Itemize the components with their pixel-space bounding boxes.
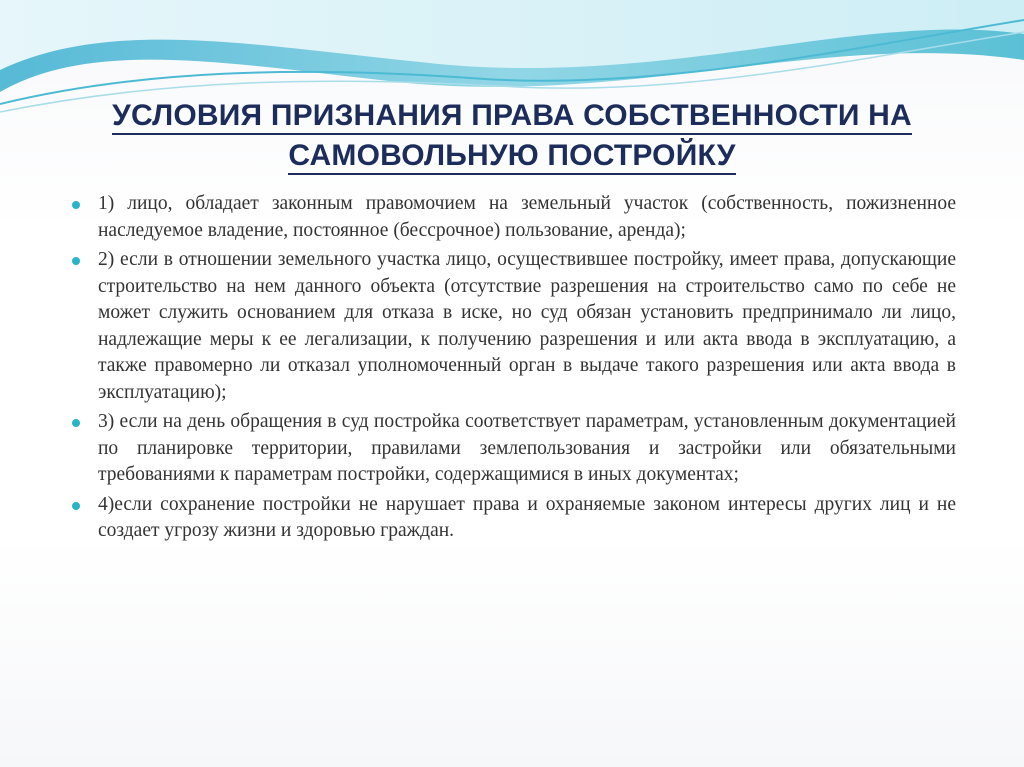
conditions-list [72,191,956,548]
slide-title-line-2: САМОВОЛЬНУЮ ПОСТРОЙКУ [288,139,735,175]
list-item-text: 3) если на день обращения в суд постройка соответствует параметрам, установленным документацией по планировке территории, правилами землепользования и застройки или обязательными требованиями к параметрам постройки, содержащимися в иных документах; [98,411,956,485]
bullet-icon [72,502,80,510]
list-item [72,247,956,406]
bullet-icon [72,257,80,265]
slide-title-line-1: УСЛОВИЯ ПРИЗНАНИЯ ПРАВА СОБСТВЕННОСТИ НА [112,99,912,135]
bullet-icon [72,419,80,427]
list-item-text: 1) лицо, обладает законным правомочием на земельный участок (собственность, пожизненное наследуемое владение, постоянное (бессрочное) пользование, аренда); [98,193,956,241]
list-item [72,409,956,489]
list-item-text: 2) если в отношении земельного участка лицо, осуществившее постройку, имеет права, допускающие строительство на нем данного объекта (отсутствие разрешения на строительство само по себе не может служить основанием для отказа в иске, но суд обязан установить предпринимало ли лицо, надлежащие меры к ее легализации, к получению разрешения и или акта ввода в эксплуатацию, а также правомерно ли отказал уполномоченный орган в выдаче такого разрешения или акта ввода в эксплуатацию); [98,249,956,403]
bullet-icon [72,201,80,209]
list-item [72,492,956,545]
slide-title [0,96,1024,176]
list-item [72,191,956,244]
list-item-text: 4)если сохранение постройки не нарушает права и охраняемые законом интересы других лиц и не создает угрозу жизни и здоровью граждан. [98,493,956,541]
